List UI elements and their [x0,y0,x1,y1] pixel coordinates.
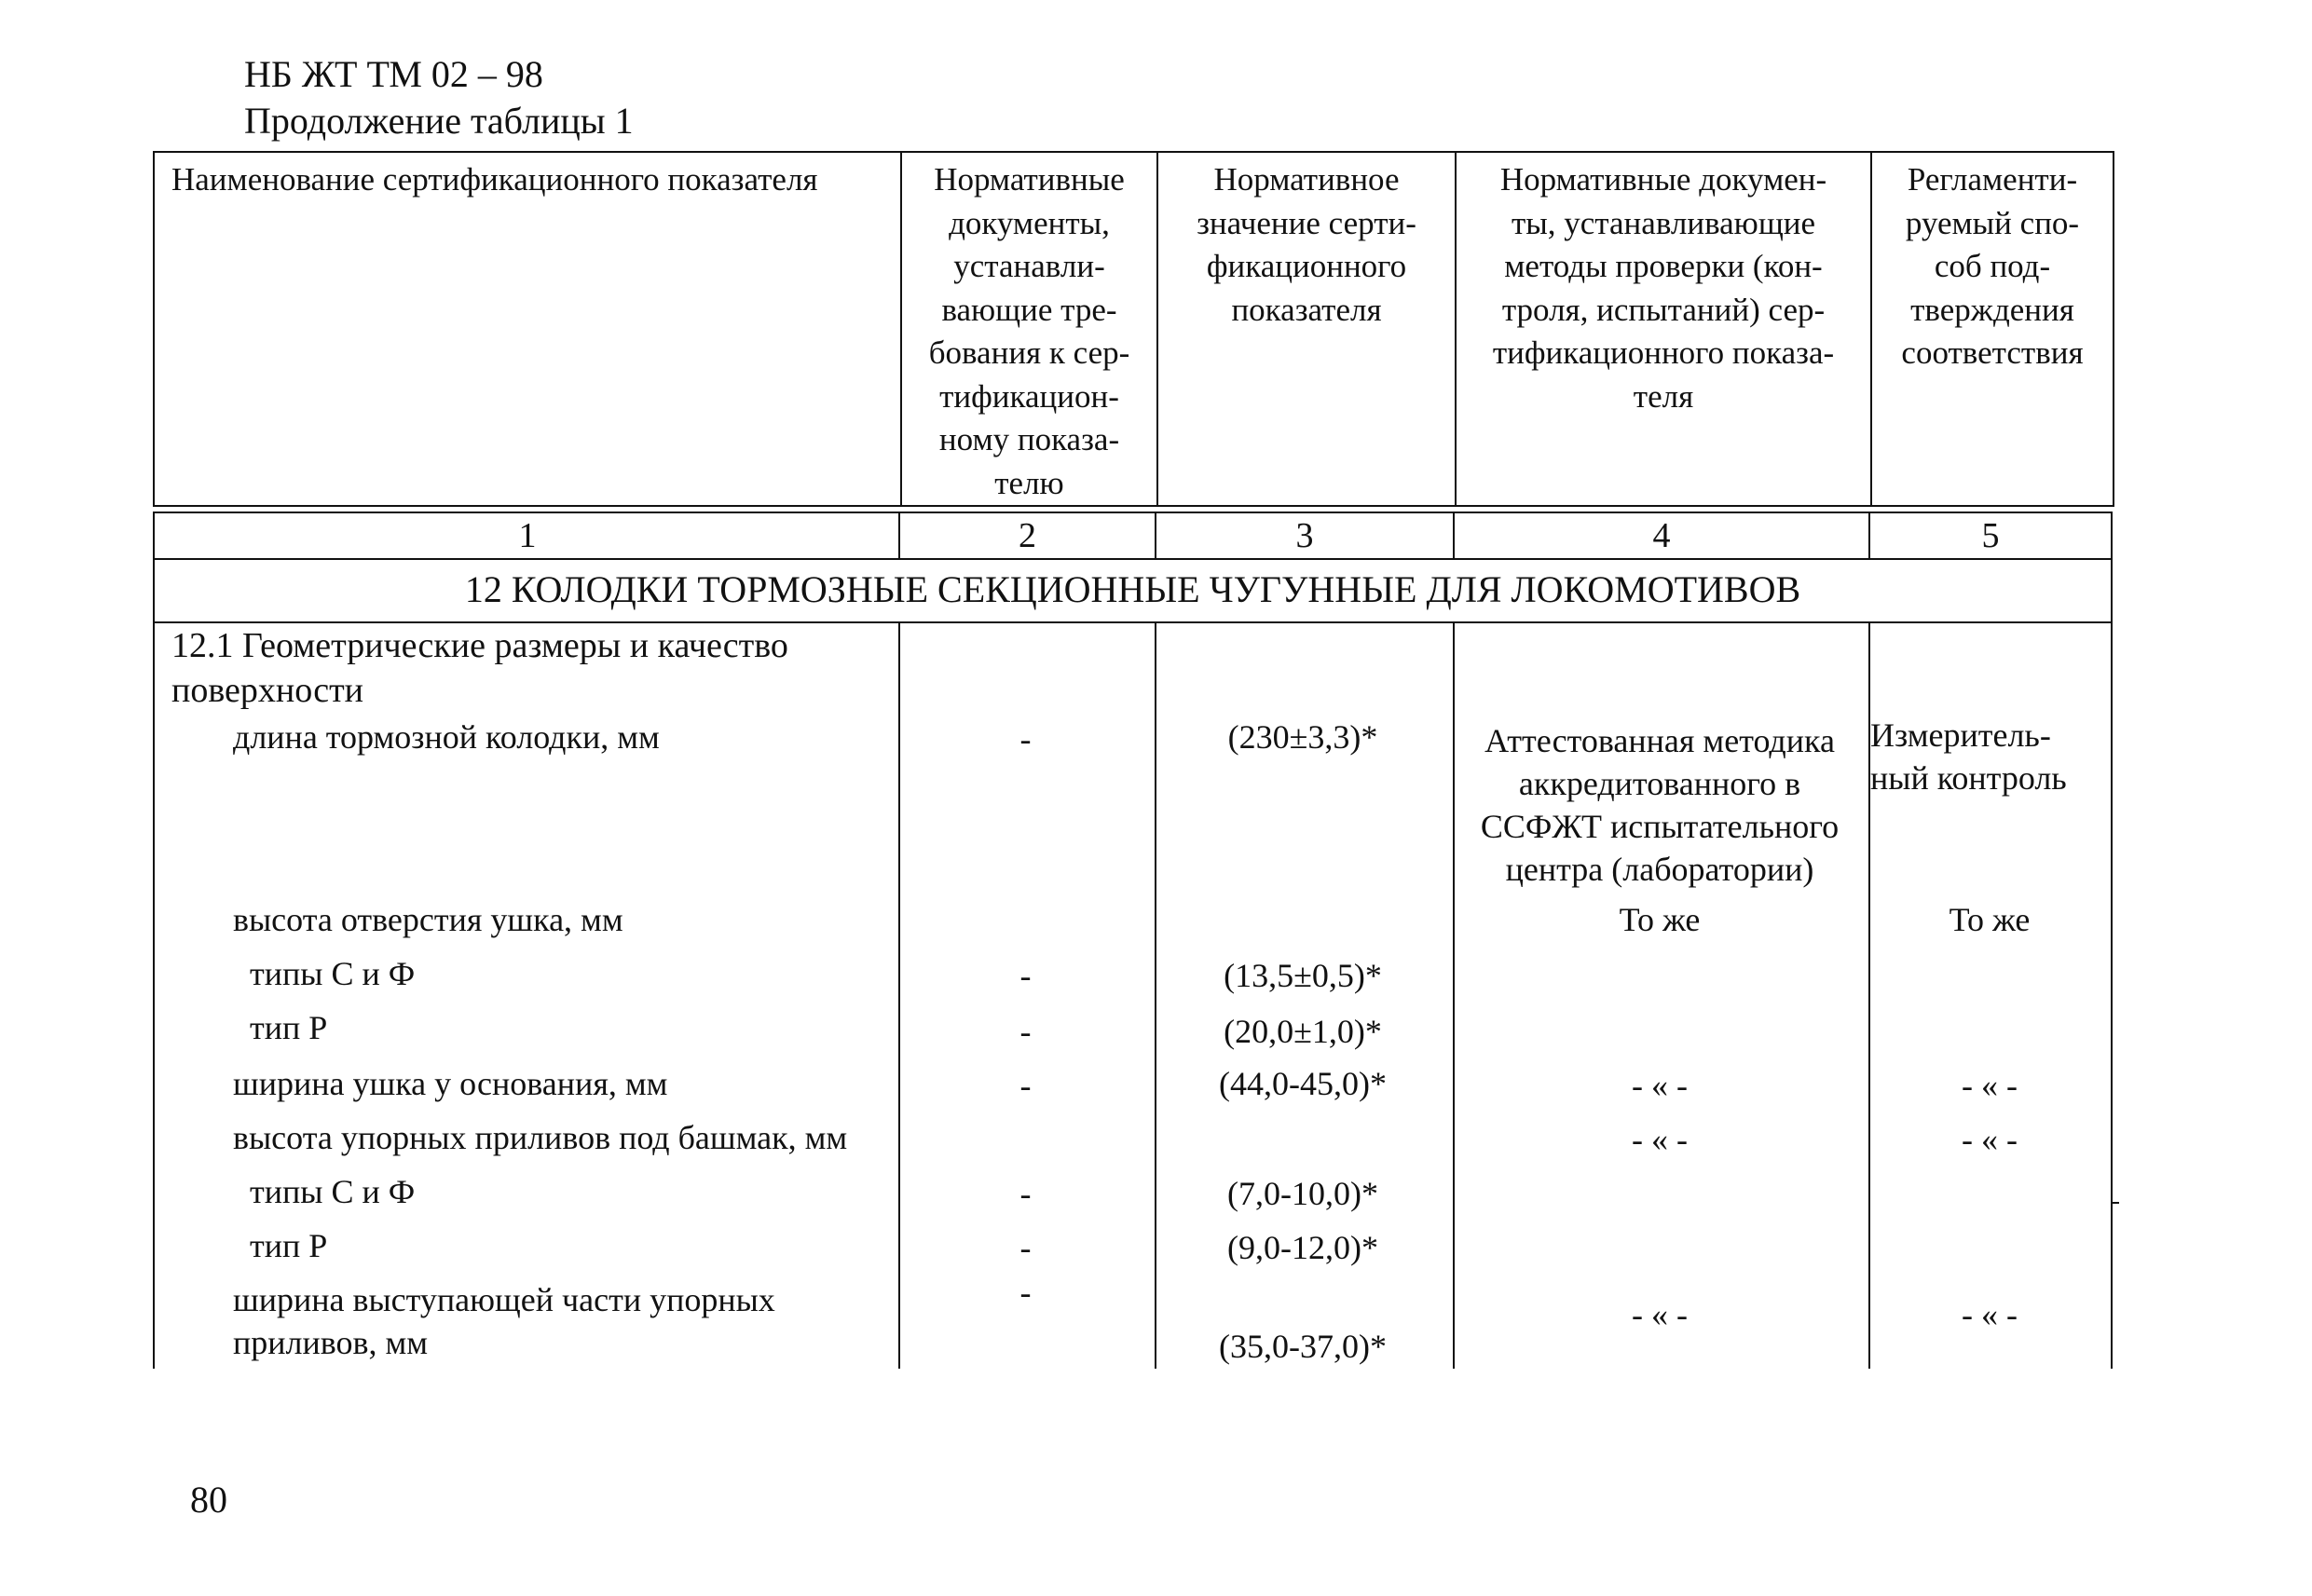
table-row-value: (13,5±0,5)* [1224,957,1382,994]
header-cell-normative-docs: Нормативные документы, устанавли- вающие тре- бования к сер- тификацион- ному показа- телю [901,152,1157,506]
group-title-line-1: 12.1 Геометрические размеры и качество [171,626,788,665]
table-row-nd: - [1019,957,1032,994]
table-row-method: - « - [1632,1067,1688,1104]
table-row-name: типы С и Ф [250,955,416,992]
table-row-nd: - [1019,720,1032,757]
table-row-nd: - [1019,1229,1032,1266]
margin-tick-mark [2112,1202,2119,1204]
table-row-confirm: То же [1949,901,2031,938]
table-row-value: (44,0-45,0)* [1219,1065,1387,1102]
table-row-name-line-1: ширина выступающей части упорных [233,1281,775,1318]
table-row-name: типы С и Ф [250,1173,416,1210]
group-title-line-2: поверхности [171,671,364,710]
table-header [153,151,2114,507]
header-cell-indicator-name: Наименование сертификационного показателя [154,152,901,506]
table-body [153,512,2113,1369]
table-row-confirm-line-1: Измеритель- [1870,716,2051,754]
table-row-nd: - [1019,1067,1032,1104]
column-number-2: 2 [1019,516,1036,555]
table-row-value: (20,0±1,0)* [1224,1013,1382,1050]
column-number-4: 4 [1652,516,1671,555]
table-row-value: (230±3,3)* [1227,718,1378,756]
table-row-name: тип Р [250,1009,328,1046]
table-row-method: - « - [1632,1296,1688,1333]
column-number-3: 3 [1295,516,1314,555]
section-title: 12 КОЛОДКИ ТОРМОЗНЫЕ СЕКЦИОННЫЕ ЧУГУННЫЕ ДЛЯ ЛОКОМОТИВОВ [153,560,2113,623]
table-row-confirm: - « - [1962,1067,2018,1104]
table-row-value: (9,0-12,0)* [1227,1229,1378,1266]
table-row-method: То же [1619,901,1701,938]
header-cell-confirmation-method: Регламенти- руемый спо- соб под- тверждения соответствия [1871,152,2114,506]
table-row-name: высота упорных приливов под башмак, мм [233,1119,848,1156]
column-number-5: 5 [1981,516,2000,555]
page-number: 80 [190,1479,227,1521]
table-row-confirm: - « - [1962,1121,2018,1158]
table-row-name: ширина ушка у основания, мм [233,1065,668,1102]
document-code: НБ ЖТ ТМ 02 – 98 [244,53,543,95]
table-row-method-line-1: Аттестованная методика [1484,722,1835,759]
table-row-confirm-line-2: ный контроль [1870,759,2067,797]
table-row-name: высота отверстия ушка, мм [233,901,623,938]
table-row-value: (35,0-37,0)* [1219,1328,1387,1365]
header-cell-normative-value: Нормативное значение серти- фикационного показателя [1157,152,1456,506]
table-row-confirm: - « - [1962,1296,2018,1333]
table-row-nd: - [1019,1013,1032,1050]
table-row-nd: - [1019,1175,1032,1212]
table-row-method-line-4: центра (лаборатории) [1505,851,1814,888]
table-row-value: (7,0-10,0)* [1227,1175,1378,1212]
table-row-method: - « - [1632,1121,1688,1158]
table-row-name: тип Р [250,1227,328,1264]
table-row-name-line-2: приливов, мм [233,1324,429,1361]
header-cell-test-methods: Нормативные докумен- ты, устанавливающие методы проверки (кон- троля, испытаний) сер- тификационного показа- теля [1456,152,1871,506]
column-number-1: 1 [518,516,537,555]
table-row-name: длина тормозной колодки, мм [233,718,660,756]
table-body-rows [153,623,2113,1369]
table-row-method-line-2: аккредитованного в [1518,765,1801,802]
column-number-row [153,512,2113,560]
table-row-method-line-3: ССФЖТ испытательного [1480,808,1840,845]
table-continuation-label: Продолжение таблицы 1 [244,100,634,142]
table-row-nd: - [1019,1274,1032,1311]
